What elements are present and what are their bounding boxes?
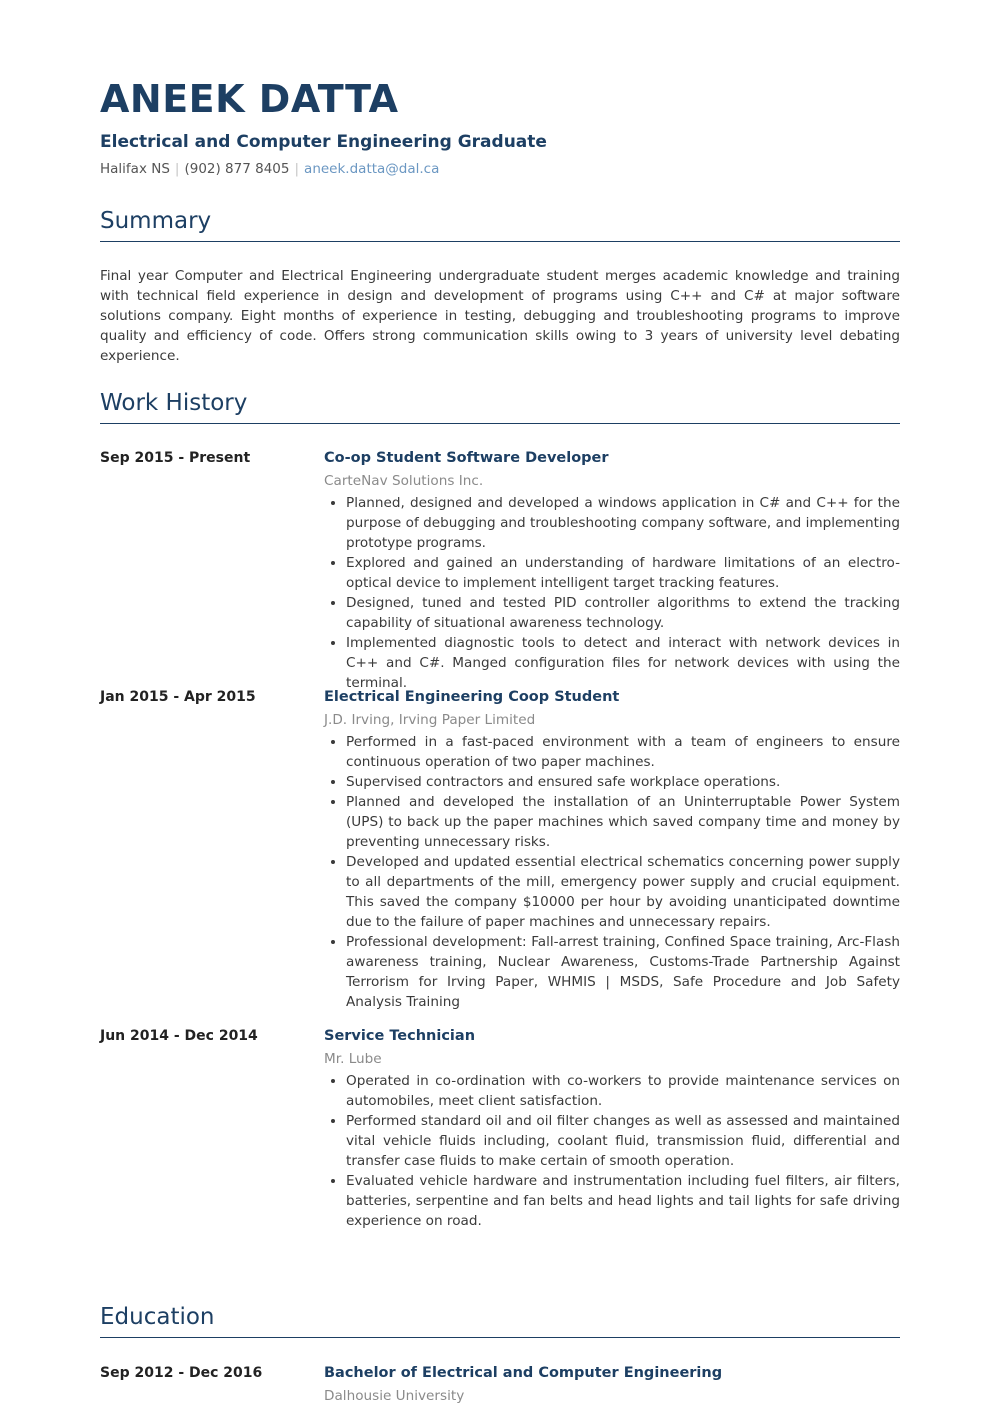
summary-text: Final year Computer and Electrical Engineering undergraduate student merges academic knowledge and training with technical field experience in design and development of programs using C++ and C# at major software solutions company. Eight months of experience in testing, debugging and troubleshooting programs to improve quality and efficiency of code. Offers strong communication skills owing to 3 years of university level debating experience.	[100, 268, 900, 364]
candidate-headline: Electrical and Computer Engineering Graduate	[100, 132, 547, 152]
education-school: Dalhousie University	[324, 1388, 465, 1404]
contact-email-link[interactable]: aneek.datta@dal.ca	[304, 161, 440, 177]
contact-separator: |	[174, 161, 180, 177]
job-title: Co-op Student Software Developer	[324, 450, 609, 466]
education-degree: Bachelor of Electrical and Computer Engineering	[324, 1365, 723, 1381]
job-bullet: • Implemented diagnostic tools to detect and interact with network devices in C++ and C#. Manged configuration files for network devices with using the terminal.	[346, 633, 900, 693]
job-bullets	[324, 1071, 900, 1231]
education-date: Sep 2012 - Dec 2016	[100, 1365, 263, 1381]
job-bullets	[324, 732, 900, 1012]
section-title-summary: Summary	[100, 206, 900, 242]
job-body	[324, 447, 900, 693]
job-company: J.D. Irving, Irving Paper Limited	[324, 712, 536, 728]
job-bullet: • Explored and gained an understanding of hardware limitations of an electro-optical device to implement intelligent target tracking features.	[346, 553, 900, 593]
job-title: Service Technician	[324, 1028, 476, 1044]
contact-phone: (902) 877 8405	[184, 161, 290, 177]
job-bullets	[324, 493, 900, 693]
contact-location: Halifax NS	[100, 161, 170, 177]
job-company: Mr. Lube	[324, 1051, 382, 1067]
job-bullet: • Planned, designed and developed a windows application in C# and C++ for the purpose of debugging and troubleshooting company software, and implementing prototype programs.	[346, 493, 900, 553]
contact-separator: |	[294, 161, 300, 177]
job-body	[324, 686, 900, 1012]
section-title-work-history: Work History	[100, 388, 900, 424]
job-bullet: • Developed and updated essential electrical schematics concerning power supply to all departments of the mill, emergency power supply and crucial equipment. This saved the company $10000 per hour by avoiding unanticipated downtime due to the failure of paper machines and unnecessary repairs.	[346, 852, 900, 932]
candidate-name: ANEEK DATTA	[100, 77, 399, 121]
job-company: CarteNav Solutions Inc.	[324, 473, 484, 489]
contact-line	[100, 160, 439, 178]
job-bullet: • Performed in a fast-paced environment with a team of engineers to ensure continuous operation of two paper machines.	[346, 732, 900, 772]
job-date: Jan 2015 - Apr 2015	[100, 689, 256, 705]
job-bullet: • Designed, tuned and tested PID controller algorithms to extend the tracking capability of situational awareness technology.	[346, 593, 900, 633]
job-bullet: • Planned and developed the installation of an Uninterruptable Power System (UPS) to back up the paper machines which saved company time and money by preventing unnecessary risks.	[346, 792, 900, 852]
job-date: Sep 2015 - Present	[100, 450, 251, 466]
section-title-education: Education	[100, 1302, 900, 1338]
job-bullet: • Professional development: Fall-arrest training, Confined Space training, Arc-Flash awareness training, Nuclear Awareness, Customs-Trade Partnership Against Terrorism for Irving Paper, WHMIS | MSDS, Safe Procedure and Job Safety Analysis Training	[346, 932, 900, 1012]
job-body	[324, 1025, 900, 1231]
job-bullet: • Supervised contractors and ensured safe workplace operations.	[346, 772, 900, 792]
job-bullet: • Evaluated vehicle hardware and instrumentation including fuel filters, air filters, batteries, serpentine and fan belts and head lights and tail lights for safe driving experience on road.	[346, 1171, 900, 1231]
job-bullet: • Operated in co-ordination with co-workers to provide maintenance services on automobiles, meet client satisfaction.	[346, 1071, 900, 1111]
job-bullet: • Performed standard oil and oil filter changes as well as assessed and maintained vital vehicle fluids including, coolant fluid, transmission fluid, differential and transfer case fluids to make certain of smooth operation.	[346, 1111, 900, 1171]
education-body	[324, 1362, 900, 1406]
job-date: Jun 2014 - Dec 2014	[100, 1028, 258, 1044]
job-title: Electrical Engineering Coop Student	[324, 689, 620, 705]
